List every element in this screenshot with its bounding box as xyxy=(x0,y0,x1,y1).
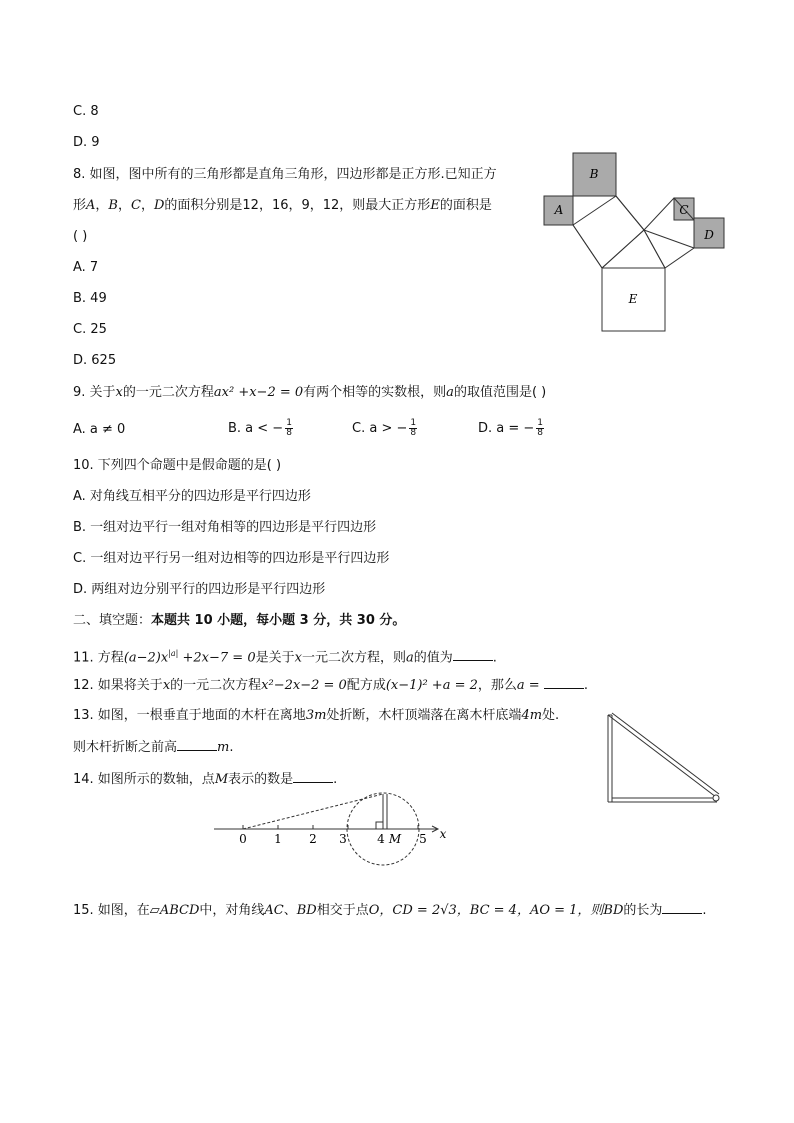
q8-fig-label-a: A xyxy=(554,203,564,217)
q8-fig-label-d: D xyxy=(704,228,714,242)
q14-axis-x-label: x xyxy=(439,827,447,841)
q13-stem-line1: 13. 如图，一根垂直于地面的木杆在离地3m处折断，木杆顶端落在离木杆底端4m处. xyxy=(73,708,560,723)
q11-stem: 11. 方程$(a-2)x^{|a|} +2x-7 = 0$是关于x一元二次方程，则a的值为 . xyxy=(73,649,497,666)
q8-fig-label-e: E xyxy=(628,292,638,306)
q10-option-c: C. 一组对边平行另一组对边相等的四边形是平行四边形 xyxy=(73,551,390,566)
q9-option-c: C. a > − $\frac{1}{8}$ xyxy=(352,418,417,438)
q9-stem: 9. 关于x的一元二次方程ax² +x−2 = 0有两个相等的实数根，则a的取值范围是( ) xyxy=(73,385,547,400)
q8-answer-paren: ( ) xyxy=(73,229,88,244)
q14-stem: 14. 如图所示的数轴，点M表示的数是 . xyxy=(73,772,338,787)
q8-fig-label-c: C xyxy=(679,203,689,217)
q14-answer-blank[interactable] xyxy=(293,770,333,783)
q14-tick-4: 4 xyxy=(377,832,385,846)
q8-stem-line2: 形A，B，C，D的面积分别是12，16，9，12，则最大正方形E的面积是 xyxy=(73,198,492,213)
q15-answer-blank[interactable] xyxy=(662,901,702,914)
q10-stem: 10. 下列四个命题中是假命题的是( ) xyxy=(73,458,282,473)
q10-option-a: A. 对角线互相平分的四边形是平行四边形 xyxy=(73,489,311,504)
q8-option-c: C. 25 xyxy=(73,322,107,337)
q9-option-a: A. a ≠ 0 xyxy=(73,422,126,437)
q10-option-d: D. 两组对边分别平行的四边形是平行四边形 xyxy=(73,582,326,597)
q13-answer-blank[interactable] xyxy=(177,738,217,751)
q8-option-a: A. 7 xyxy=(73,260,99,275)
q7-option-d: D. 9 xyxy=(73,135,100,150)
q14-tick-1: 1 xyxy=(274,832,282,846)
q14-tick-5: 5 xyxy=(419,832,427,846)
q8-option-b: B. 49 xyxy=(73,291,107,306)
q14-tick-0: 0 xyxy=(239,832,247,846)
q14-tick-3: 3 xyxy=(339,832,347,846)
q11-answer-blank[interactable] xyxy=(453,648,493,661)
q7-option-c: C. 8 xyxy=(73,104,99,119)
q14-tick-2: 2 xyxy=(309,832,317,846)
q8-stem-line1: 8. 如图，图中所有的三角形都是直角三角形，四边形都是正方形.已知正方 xyxy=(73,167,497,182)
q14-point-m-label: M xyxy=(388,832,402,846)
q9-option-b: B. a < − $\frac{1}{8}$ xyxy=(228,418,292,438)
q12-answer-blank[interactable] xyxy=(544,676,584,689)
q14-number-line-figure xyxy=(210,785,455,850)
q13-broken-pole-figure xyxy=(604,710,724,805)
q8-fig-label-b: B xyxy=(589,167,599,181)
q10-option-b: B. 一组对边平行一组对角相等的四边形是平行四边形 xyxy=(73,520,377,535)
q15-stem: 15. 如图，在▱ABCD中，对角线AC、BD相交于点O，CD = 2√3，BC = 4，AO = 1，则BD的长为 . xyxy=(73,903,707,918)
section2-heading: 二、填空题：本题共 10 小题，每小题 3 分，共 30 分。 xyxy=(73,613,406,628)
q8-squares-figure xyxy=(540,150,730,335)
q12-stem: 12. 如果将关于x的一元二次方程x²−2x−2 = 0配方成(x−1)² +a = 2，那么a = . xyxy=(73,678,588,693)
q13-stem-line2: 则木杆折断之前高 m. xyxy=(73,740,234,755)
q8-option-d: D. 625 xyxy=(73,353,117,368)
q9-option-d: D. a = − $\frac{1}{8}$ xyxy=(478,418,544,438)
